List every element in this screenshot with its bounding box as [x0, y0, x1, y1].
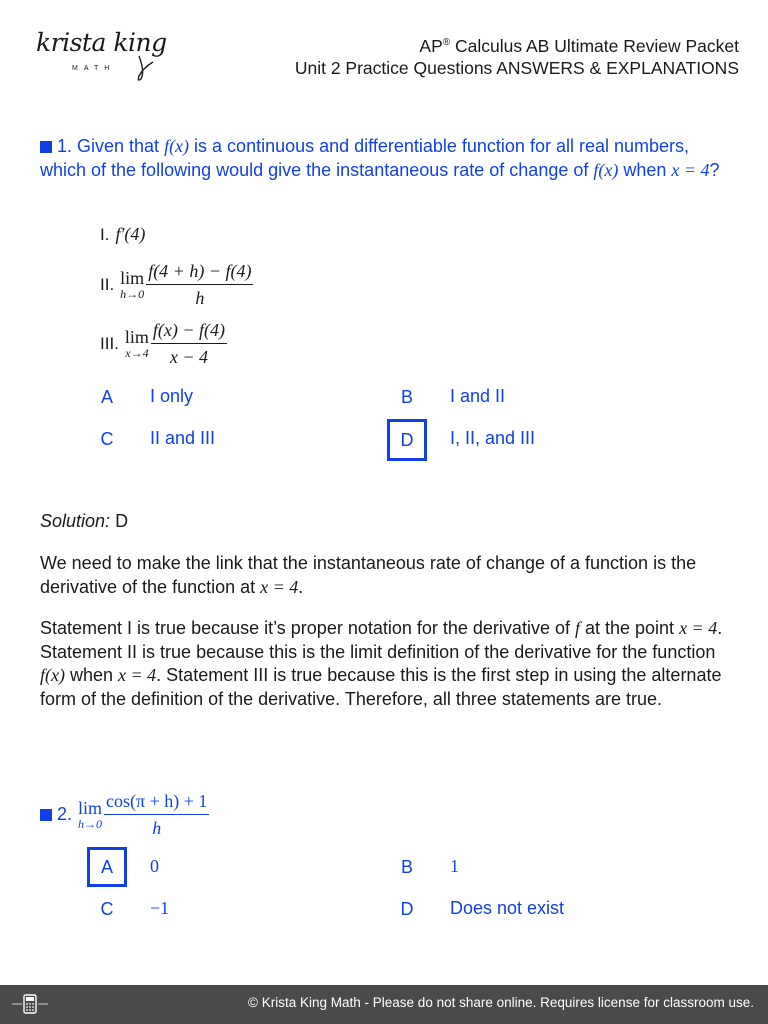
option-letter: B	[400, 387, 413, 407]
logo-swash-icon	[131, 52, 171, 82]
solution-line: Solution: D	[40, 511, 129, 531]
option-text: II and III	[150, 428, 216, 448]
option-letter-selected: A	[87, 847, 127, 887]
option-text: 0	[150, 856, 159, 876]
solution-paragraph-2: Statement I is true because it’s proper notation for the derivative of f at the point x = 4. Statement II is true because this is the limit definition of the derivative for the function f(x) when x = 4. Statement III is true because this is the first step in using the alternate form of the definition of the derivative. Therefore, all three statements are true.	[40, 618, 723, 709]
option-letter: D	[400, 899, 414, 919]
option-letter: A	[100, 387, 113, 407]
option-text: 1	[450, 856, 459, 876]
option-text: I, II, and III	[450, 428, 536, 448]
question-1-prompt: 1. Given that f(x) is a continuous and differentiable function for all real numbers, which of the following would give the instantaneous rate of change of f(x) when x = 4?	[40, 136, 720, 180]
solution-paragraph-1: We need to make the link that the instantaneous rate of change of a function is the derivative of the function at x = 4.	[40, 553, 697, 597]
option-text: −1	[150, 898, 170, 918]
question-marker-icon	[40, 141, 52, 153]
limit: lim h→0	[78, 798, 103, 831]
footer	[0, 985, 768, 1024]
header-title-line1: AP® Calculus AB Ultimate Review Packet	[419, 35, 739, 56]
header-title-line2: Unit 2 Practice Questions ANSWERS & EXPLANATIONS	[294, 57, 739, 78]
option-letter: C	[100, 899, 114, 919]
fraction: $\frac{f(4 + h) - f(4)}{h}$	[148, 261, 252, 308]
logo-subtitle: MATH	[72, 65, 116, 72]
option-text: Does not exist	[450, 898, 565, 918]
option-letter: B	[400, 857, 413, 877]
fraction: $\frac{\cos(\pi + h) + 1}{h}$	[106, 791, 208, 838]
logo-script: krista king	[36, 28, 167, 57]
fraction: $\frac{f(x) - f(4)}{x - 4}$	[152, 320, 226, 367]
header-title	[295, 32, 739, 79]
statement-1: I. f′(4)	[100, 224, 146, 244]
limit: lim h→0	[120, 268, 145, 301]
question-marker-icon	[40, 809, 52, 821]
logo	[36, 28, 166, 80]
calculator-icon	[12, 993, 48, 1015]
option-text: I and II	[450, 386, 506, 406]
footer-copyright: © Krista King Math - Please do not share online. Requires license for classroom use.	[248, 995, 754, 1010]
option-text: I only	[150, 386, 194, 406]
option-letter-selected: D	[387, 419, 427, 461]
limit: lim x→4	[124, 327, 149, 360]
option-letter: C	[100, 429, 114, 449]
statement-3: III. lim x→4 $\frac{f(x) - f(4)}{x - 4}$	[100, 320, 226, 367]
question-2-prompt: 2. lim h→0 $\frac{\cos(\pi + h) + 1}{h}$	[40, 790, 209, 839]
statement-2: II. lim h→0 $\frac{f(4 + h) - f(4)}{h}$	[100, 261, 252, 308]
